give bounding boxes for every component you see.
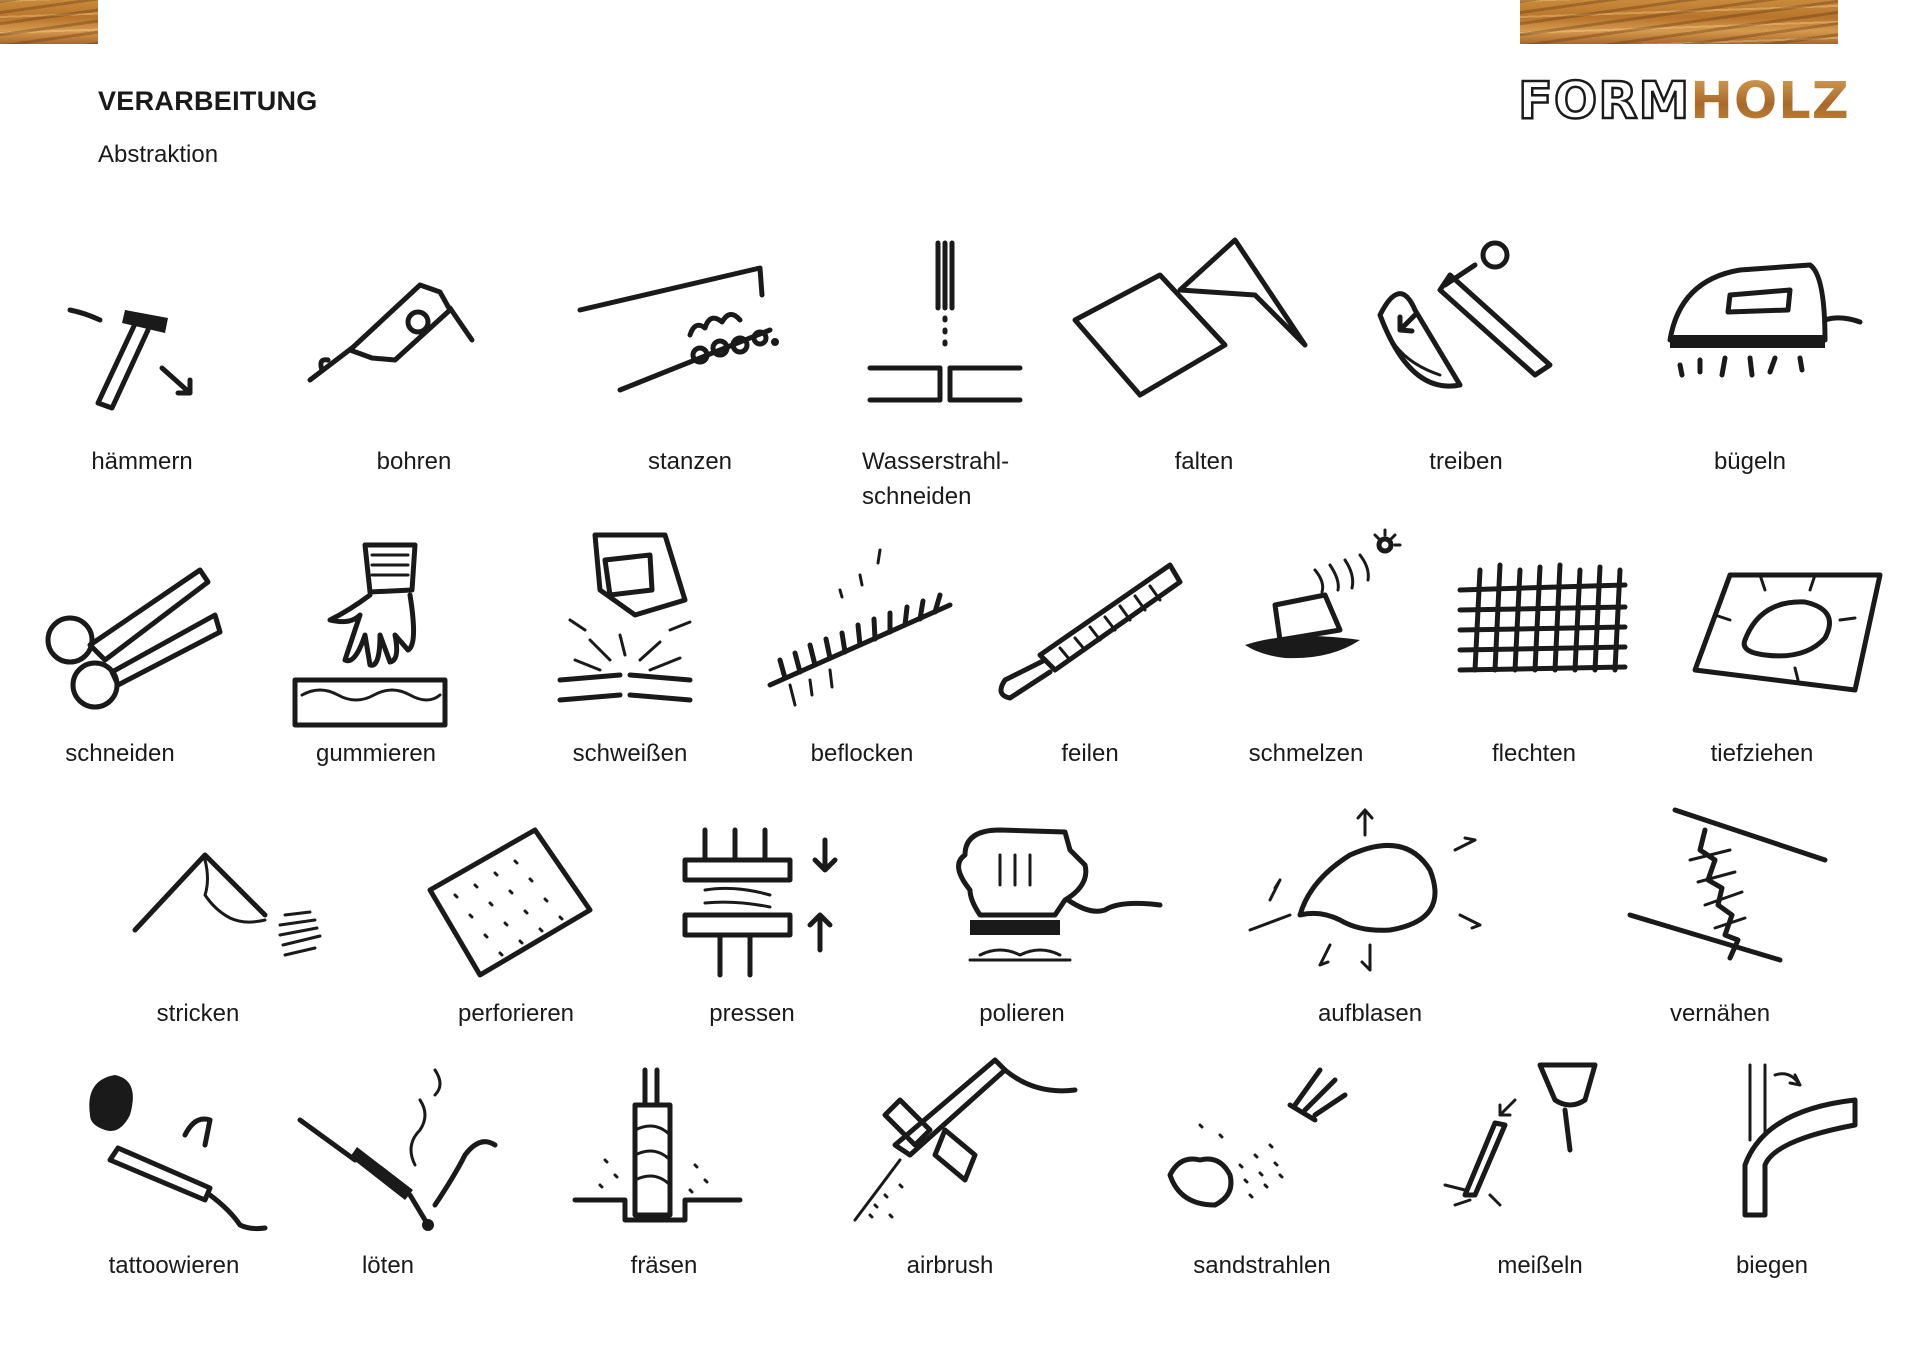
label-schweissen: schweißen bbox=[572, 740, 688, 767]
label-flechten: flechten bbox=[1491, 740, 1577, 767]
tattoo-machine-icon bbox=[70, 1060, 250, 1240]
label-loeten: löten bbox=[361, 1252, 415, 1279]
formholz-logo bbox=[1518, 72, 1850, 131]
airbrush-icon bbox=[855, 1055, 1035, 1235]
polisher-icon bbox=[940, 820, 1120, 1000]
label-feilen: feilen bbox=[1061, 740, 1119, 767]
wood-strip-left bbox=[0, 0, 98, 44]
chisel-icon bbox=[1445, 1055, 1625, 1235]
page-subtitle: Abstraktion bbox=[98, 141, 219, 168]
label-buegeln: bügeln bbox=[1713, 448, 1787, 475]
label-falten: falten bbox=[1174, 448, 1234, 475]
label-airbrush: airbrush bbox=[906, 1252, 994, 1279]
punch-icon bbox=[580, 240, 760, 420]
label-schneiden-2: schneiden bbox=[862, 483, 972, 510]
logo-holz: HOLZ bbox=[1690, 72, 1850, 131]
label-fraesen: fräsen bbox=[630, 1252, 698, 1279]
fold-icon bbox=[1060, 235, 1240, 415]
label-schmelzen: schmelzen bbox=[1248, 740, 1364, 767]
label-stanzen: stanzen bbox=[647, 448, 733, 475]
iron-icon bbox=[1660, 240, 1840, 420]
stitch-icon bbox=[1630, 810, 1810, 990]
weave-icon bbox=[1455, 545, 1635, 725]
flocking-icon bbox=[770, 545, 950, 725]
deep-draw-icon bbox=[1690, 560, 1870, 740]
rubber-glove-icon bbox=[290, 540, 470, 720]
label-wasserstrahl: Wasserstrahl- bbox=[862, 448, 1010, 475]
knit-icon bbox=[135, 840, 315, 1020]
label-vernaehen: vernähen bbox=[1669, 1000, 1771, 1027]
bend-icon bbox=[1705, 1055, 1885, 1235]
label-bohren: bohren bbox=[376, 448, 452, 475]
melt-icon bbox=[1230, 530, 1410, 710]
perforate-icon bbox=[425, 825, 605, 1005]
soldering-iron-icon bbox=[295, 1065, 475, 1245]
wood-strip-right bbox=[1520, 0, 1838, 44]
welding-icon bbox=[540, 530, 720, 710]
label-sandstrahlen: sandstrahlen bbox=[1193, 1252, 1331, 1279]
label-schneiden: schneiden bbox=[65, 740, 175, 767]
sandblast-icon bbox=[1160, 1065, 1340, 1245]
label-haemmern: hämmern bbox=[91, 448, 193, 475]
drill-icon bbox=[300, 240, 480, 420]
label-pressen: pressen bbox=[709, 1000, 795, 1027]
file-icon bbox=[990, 560, 1170, 740]
label-biegen: biegen bbox=[1735, 1252, 1809, 1279]
label-perforieren: perforieren bbox=[457, 1000, 575, 1027]
label-beflocken: beflocken bbox=[810, 740, 914, 767]
waterjet-icon bbox=[860, 238, 1040, 418]
page-title: VERARBEITUNG bbox=[98, 86, 318, 116]
balloon-icon bbox=[1290, 820, 1470, 1000]
label-aufblasen: aufblasen bbox=[1317, 1000, 1423, 1027]
label-gummieren: gummieren bbox=[315, 740, 437, 767]
label-tiefziehen: tiefziehen bbox=[1710, 740, 1814, 767]
label-stricken: stricken bbox=[156, 1000, 240, 1027]
press-icon bbox=[685, 815, 865, 995]
logo-form: FORM bbox=[1518, 72, 1691, 131]
label-meisseln: meißeln bbox=[1497, 1252, 1583, 1279]
milling-icon bbox=[575, 1065, 755, 1245]
label-polieren: polieren bbox=[979, 1000, 1065, 1027]
scissors-icon bbox=[40, 560, 220, 740]
chasing-icon bbox=[1370, 235, 1550, 415]
label-treiben: treiben bbox=[1429, 448, 1503, 475]
label-tattoowieren: tattoowieren bbox=[108, 1252, 240, 1279]
hammer-icon bbox=[50, 238, 230, 418]
